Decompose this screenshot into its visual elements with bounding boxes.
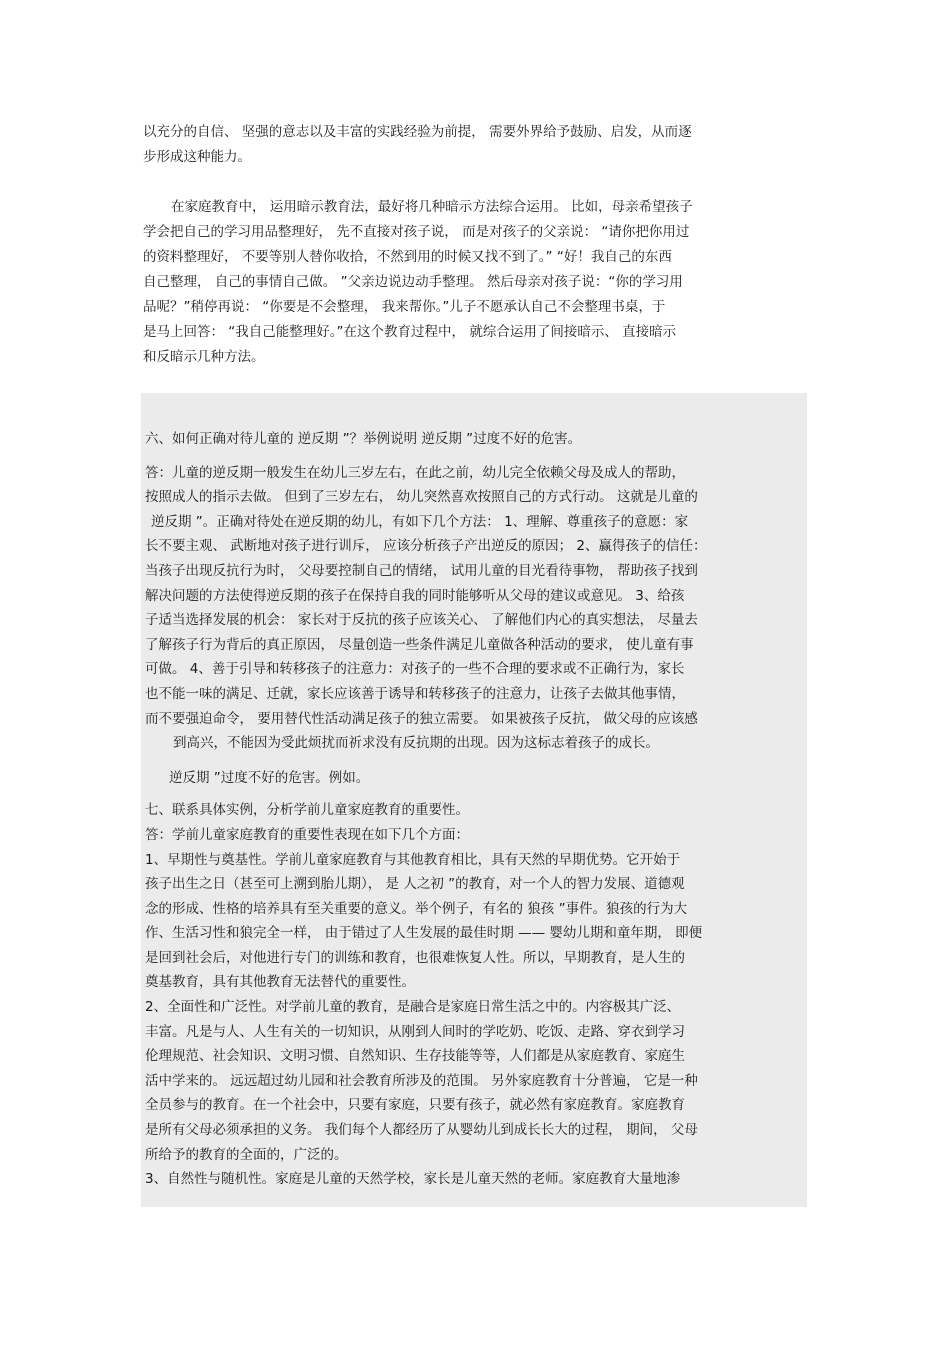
point-two-line: 所给予的教育的全面的，广泛的。 <box>145 1146 348 1163</box>
question-seven: 七、联系具体实例，分析学前儿童家庭教育的重要性。 <box>145 802 469 819</box>
point-two-line: 2、全面性和广泛性。对学前儿童的教育，是融合是家庭日常生活之中的。内容极其广泛、 <box>145 999 681 1016</box>
answer-line: 可做。 4、善于引导和转移孩子的注意力：对孩子的一些不合理的要求或不正确行为，家长 <box>145 661 685 678</box>
point-one-line: 1、早期性与奠基性。学前儿童家庭教育与其他教育相比，具有天然的早期优势。它开始于 <box>145 851 681 868</box>
point-two-line: 丰富。凡是与人、人生有关的一切知识，从刚到人间时的学吃奶、吃饭、走路、穿衣到学习 <box>145 1023 685 1040</box>
point-one-line: 念的形成、性格的培养具有至关重要的意义。举个例子，有名的 狼孩 ”事件。狼孩的行为大 <box>145 900 688 917</box>
answer-line: 按照成人的指示去做。 但到了三岁左右， 幼儿突然喜欢按照自己的方式行动。 这就是儿童的 <box>145 489 698 506</box>
answer-line: 到高兴，不能因为受此烦扰而祈求没有反抗期的出现。因为这标志着孩子的成长。 <box>173 735 659 752</box>
top-text-block <box>143 120 808 370</box>
answer-line: 子适当选择发展的机会： 家长对于反抗的孩子应该关心、 了解他们内心的真实想法， 尽量去 <box>145 612 698 629</box>
answer-line: 当孩子出现反抗行为时， 父母要控制自己的情绪， 试用儿童的目光看待事物， 帮助孩子找到 <box>145 562 698 579</box>
text-line: 步形成这种能力。 <box>143 149 251 165</box>
point-two-line: 全员参与的教育。在一个社会中，只要有家庭，只要有孩子，就必然有家庭教育。家庭教育 <box>145 1097 685 1114</box>
point-one-line: 孩子出生之日（甚至可上溯到胎儿期）， 是 人之初 ”的教育，对一个人的智力发展、道德观 <box>145 876 685 893</box>
answer-line: 解决问题的方法使得逆反期的孩子在保持自我的同时能够听从父母的建议或意见。 3、给孩 <box>145 587 685 604</box>
point-one-line: 奠基教育，具有其他教育无法替代的重要性。 <box>145 974 415 991</box>
answer-intro: 答：学前儿童家庭教育的重要性表现在如下几个方面： <box>145 826 469 843</box>
answer-line: 答：儿童的逆反期一般发生在幼儿三岁左右，在此之前，幼儿完全依赖父母及成人的帮助， <box>145 464 685 481</box>
text-line: 和反暗示几种方法。 <box>143 349 265 365</box>
point-two-line: 活中学来的。 远远超过幼儿园和社会教育所涉及的范围。 另外家庭教育十分普遍， 它是一种 <box>145 1072 698 1089</box>
point-two-line: 伦理规范、社会知识、文明习惯、自然知识、生存技能等等，人们都是从家庭教育、家庭生 <box>145 1048 685 1065</box>
text-line: 在家庭教育中， 运用暗示教育法，最好将几种暗示方法综合运用。 比如，母亲希望孩子 <box>171 199 693 215</box>
text-line: 品呢？”稍停再说： “你要是不会整理， 我来帮你。”儿子不愿承认自己不会整理书桌，于 <box>143 299 666 315</box>
answer-line: 了解孩子行为背后的真正原因， 尽量创造一些条件满足儿童做各种活动的要求， 使儿童有事 <box>145 636 694 653</box>
question-six: 六、如何正确对待儿童的 逆反期 ”？举例说明 逆反期 ”过度不好的危害。 <box>145 431 582 447</box>
point-one-line: 是回到社会后，对他进行专门的训练和教育，也很难恢复人性。所以，早期教育，是人生的 <box>145 949 685 966</box>
text-line: 自己整理， 自己的事情自己做。 ”父亲边说边动手整理。 然后母亲对孩子说：“你的学习用 <box>143 274 683 290</box>
answer-line: 长不要主观、 武断地对孩子进行训斥， 应该分析孩子产出逆反的原因； 2、赢得孩子的信任： <box>145 538 707 555</box>
answer-line: 也不能一味的满足、迁就，家长应该善于诱导和转移孩子的注意力，让孩子去做其他事情， <box>145 685 685 702</box>
text-line: 学会把自己的学习用品整理好， 先不直接对孩子说， 而是对孩子的父亲说： “请你把你用过 <box>143 224 690 240</box>
text-line: 以充分的自信、 坚强的意志以及丰富的实践经验为前提， 需要外界给予鼓励、启发，从而逐 <box>143 124 692 140</box>
harm-line: 逆反期 ”过度不好的危害。例如。 <box>169 769 370 786</box>
point-three-line: 3、自然性与随机性。家庭是儿童的天然学校，家长是儿童天然的老师。家庭教育大量地渗 <box>145 1171 681 1188</box>
point-two-line: 是所有父母必须承担的义务。 我们每个人都经历了从婴幼儿到成长长大的过程， 期间， 父母 <box>145 1122 698 1139</box>
text-line: 的资料整理好， 不要等别人替你收拾，不然到用的时候又找不到了。” “好！我自己的东西 <box>143 249 672 265</box>
point-one-line: 作、生活习性和狼完全一样， 由于错过了人生发展的最佳时期 —— 婴幼儿期和童年期， 即便 <box>145 925 703 942</box>
text-line: 是马上回答： “我自己能整理好。”在这个教育过程中， 就综合运用了间接暗示、 直接暗示 <box>143 324 677 340</box>
answer-line: 而不要强迫命令， 要用替代性活动满足孩子的独立需要。 如果被孩子反抗， 做父母的应该感 <box>145 710 698 727</box>
answer-line: 逆反期 ”。正确对待处在逆反期的幼儿，有如下几个方法： 1、理解、尊重孩子的意愿：家 <box>151 513 689 530</box>
shaded-content <box>145 427 805 1192</box>
shaded-answer-block <box>141 393 807 1207</box>
